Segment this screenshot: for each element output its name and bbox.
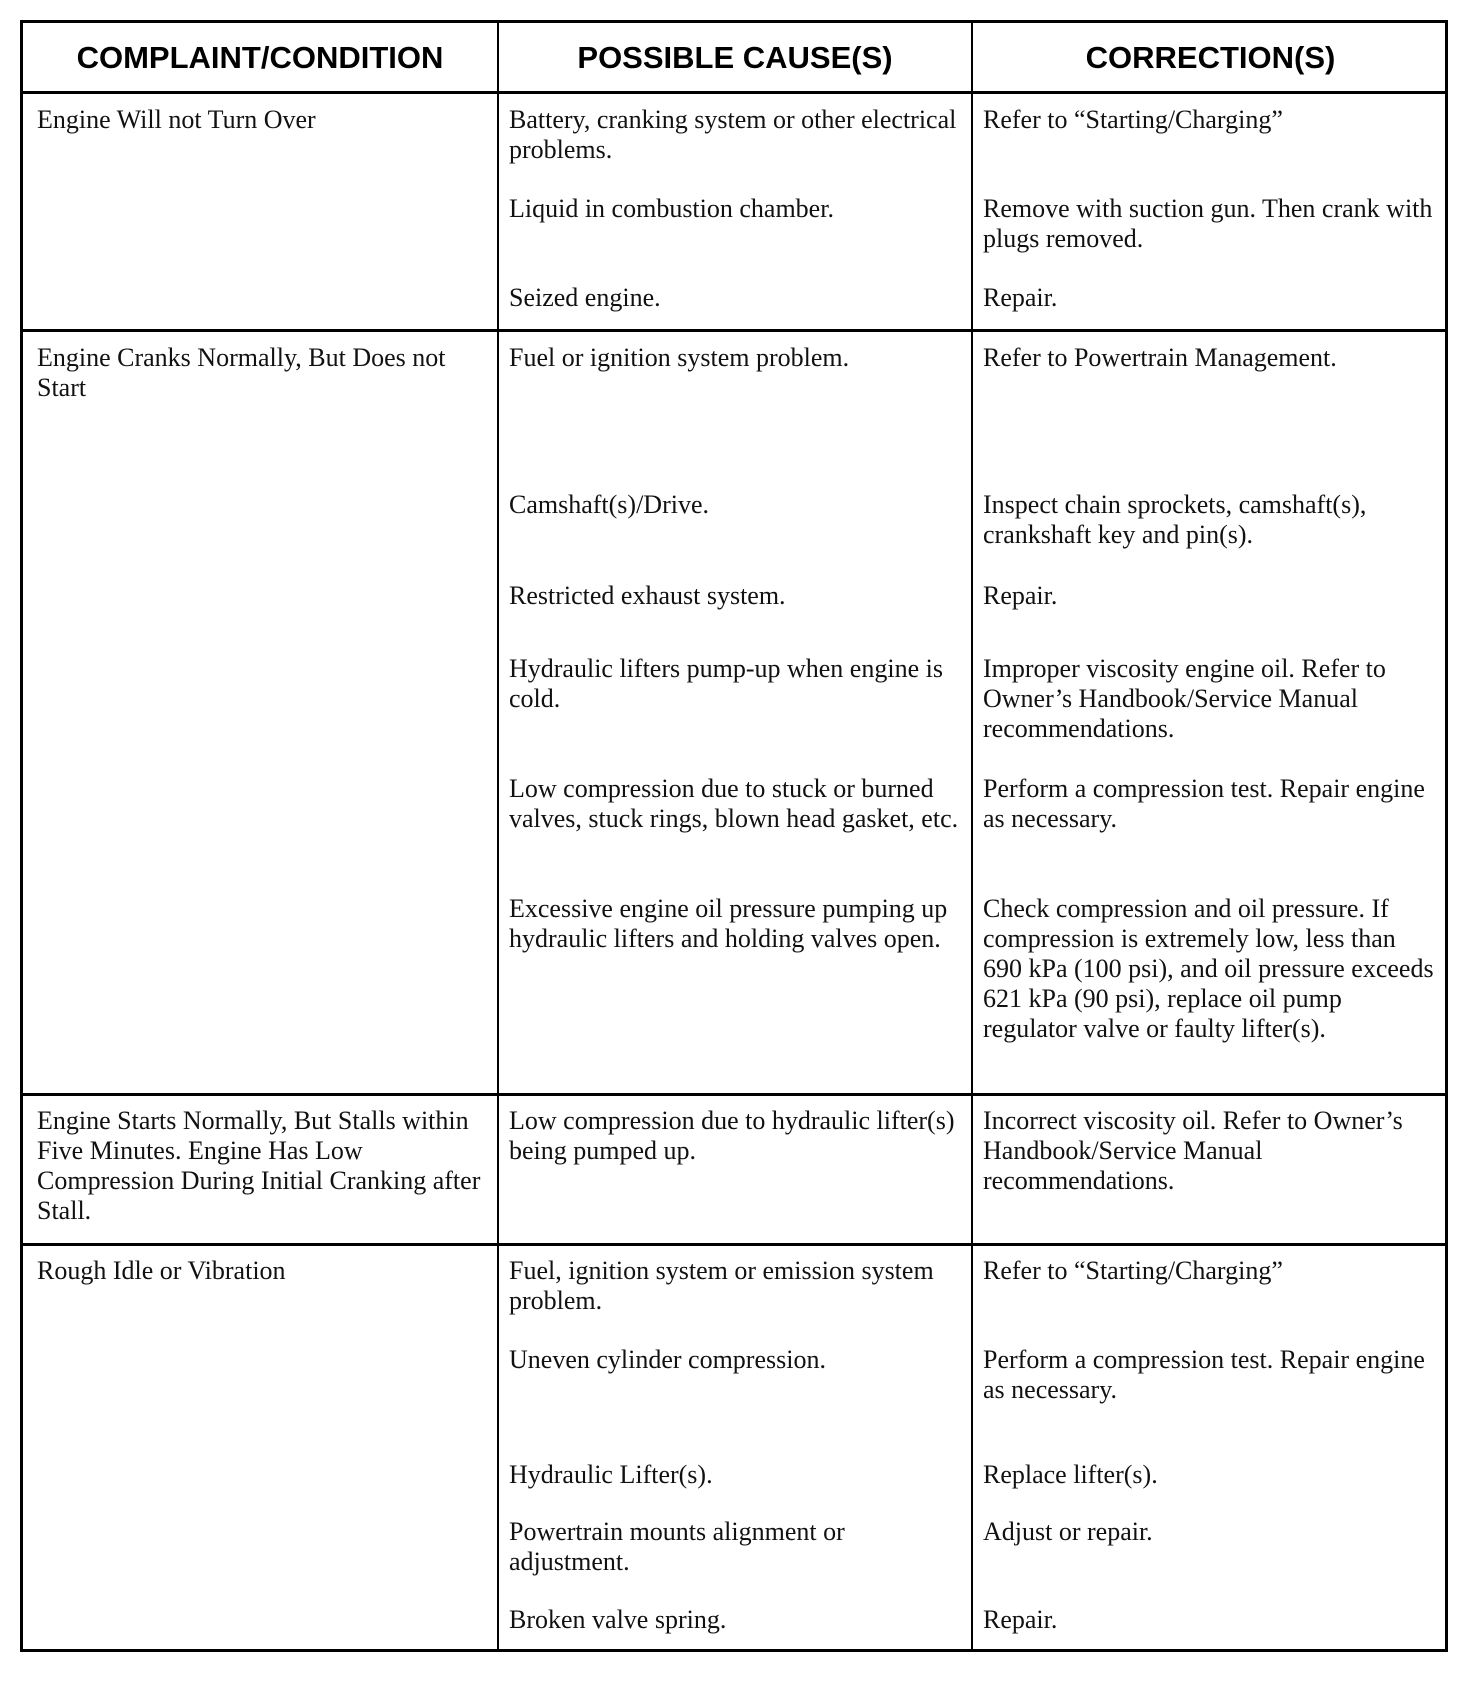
correction-cell: Perform a compression test. Repair engine as necessary. <box>983 774 1425 833</box>
cause-cell: Seized engine. <box>509 283 661 312</box>
cause-cell: Broken valve spring. <box>509 1605 727 1634</box>
correction-cell: Refer to “Starting/Charging” <box>983 105 1283 134</box>
header-possible-causes: POSSIBLE CAUSE(S) <box>577 40 893 75</box>
correction-cell: Refer to “Starting/Charging” <box>983 1256 1283 1285</box>
correction-cell: Repair. <box>983 1605 1058 1634</box>
condition-cell: Engine Cranks Normally, But Does not Start <box>37 343 446 402</box>
condition-cell: Engine Will not Turn Over <box>37 105 316 134</box>
correction-cell: Inspect chain sprockets, camshaft(s), crankshaft key and pin(s). <box>983 490 1367 549</box>
correction-cell: Repair. <box>983 283 1058 312</box>
condition-cell: Engine Starts Normally, But Stalls within Five Minutes. Engine Has Low Compression During Initial Cranking after Stall. <box>37 1106 481 1225</box>
cause-cell: Hydraulic lifters pump-up when engine is cold. <box>509 654 943 713</box>
column-divider <box>971 23 973 1649</box>
correction-cell: Adjust or repair. <box>983 1517 1153 1546</box>
cause-cell: Fuel, ignition system or emission system problem. <box>509 1256 934 1315</box>
cause-cell: Liquid in combustion chamber. <box>509 194 834 223</box>
cause-cell: Fuel or ignition system problem. <box>509 343 850 372</box>
cause-cell: Powertrain mounts alignment or adjustment. <box>509 1517 845 1576</box>
cause-cell: Restricted exhaust system. <box>509 581 786 610</box>
cause-cell: Uneven cylinder compression. <box>509 1345 826 1374</box>
cause-cell: Camshaft(s)/Drive. <box>509 490 710 519</box>
cause-cell: Excessive engine oil pressure pumping up hydraulic lifters and holding valves open. <box>509 894 948 953</box>
correction-cell: Repair. <box>983 581 1058 610</box>
row-divider <box>23 1093 1445 1096</box>
correction-cell: Incorrect viscosity oil. Refer to Owner’s Handbook/Service Manual recommendations. <box>983 1106 1403 1195</box>
cause-cell: Hydraulic Lifter(s). <box>509 1460 713 1489</box>
cause-cell: Low compression due to stuck or burned valves, stuck rings, blown head gasket, etc. <box>509 774 959 833</box>
header-complaint-condition: COMPLAINT/CONDITION <box>76 40 444 75</box>
diagnosis-table <box>20 20 1448 1652</box>
column-divider <box>497 23 499 1649</box>
header-corrections: CORRECTION(S) <box>1085 40 1336 75</box>
correction-cell: Replace lifter(s). <box>983 1460 1158 1489</box>
cause-cell: Battery, cranking system or other electrical problems. <box>509 105 957 164</box>
correction-cell: Perform a compression test. Repair engine as necessary. <box>983 1345 1425 1404</box>
correction-cell: Refer to Powertrain Management. <box>983 343 1337 372</box>
condition-cell: Rough Idle or Vibration <box>37 1256 286 1285</box>
row-divider <box>23 1243 1445 1246</box>
correction-cell: Remove with suction gun. Then crank with plugs removed. <box>983 194 1433 253</box>
correction-cell: Improper viscosity engine oil. Refer to Owner’s Handbook/Service Manual recommendations. <box>983 654 1386 743</box>
cause-cell: Low compression due to hydraulic lifter(s) being pumped up. <box>509 1106 955 1165</box>
correction-cell: Check compression and oil pressure. If compression is extremely low, less than 690 kPa (100 psi), and oil pressure exceeds 621 kPa (90 psi), replace oil pump regulator valve or faulty lifter(s). <box>983 894 1434 1043</box>
row-divider <box>23 329 1445 332</box>
